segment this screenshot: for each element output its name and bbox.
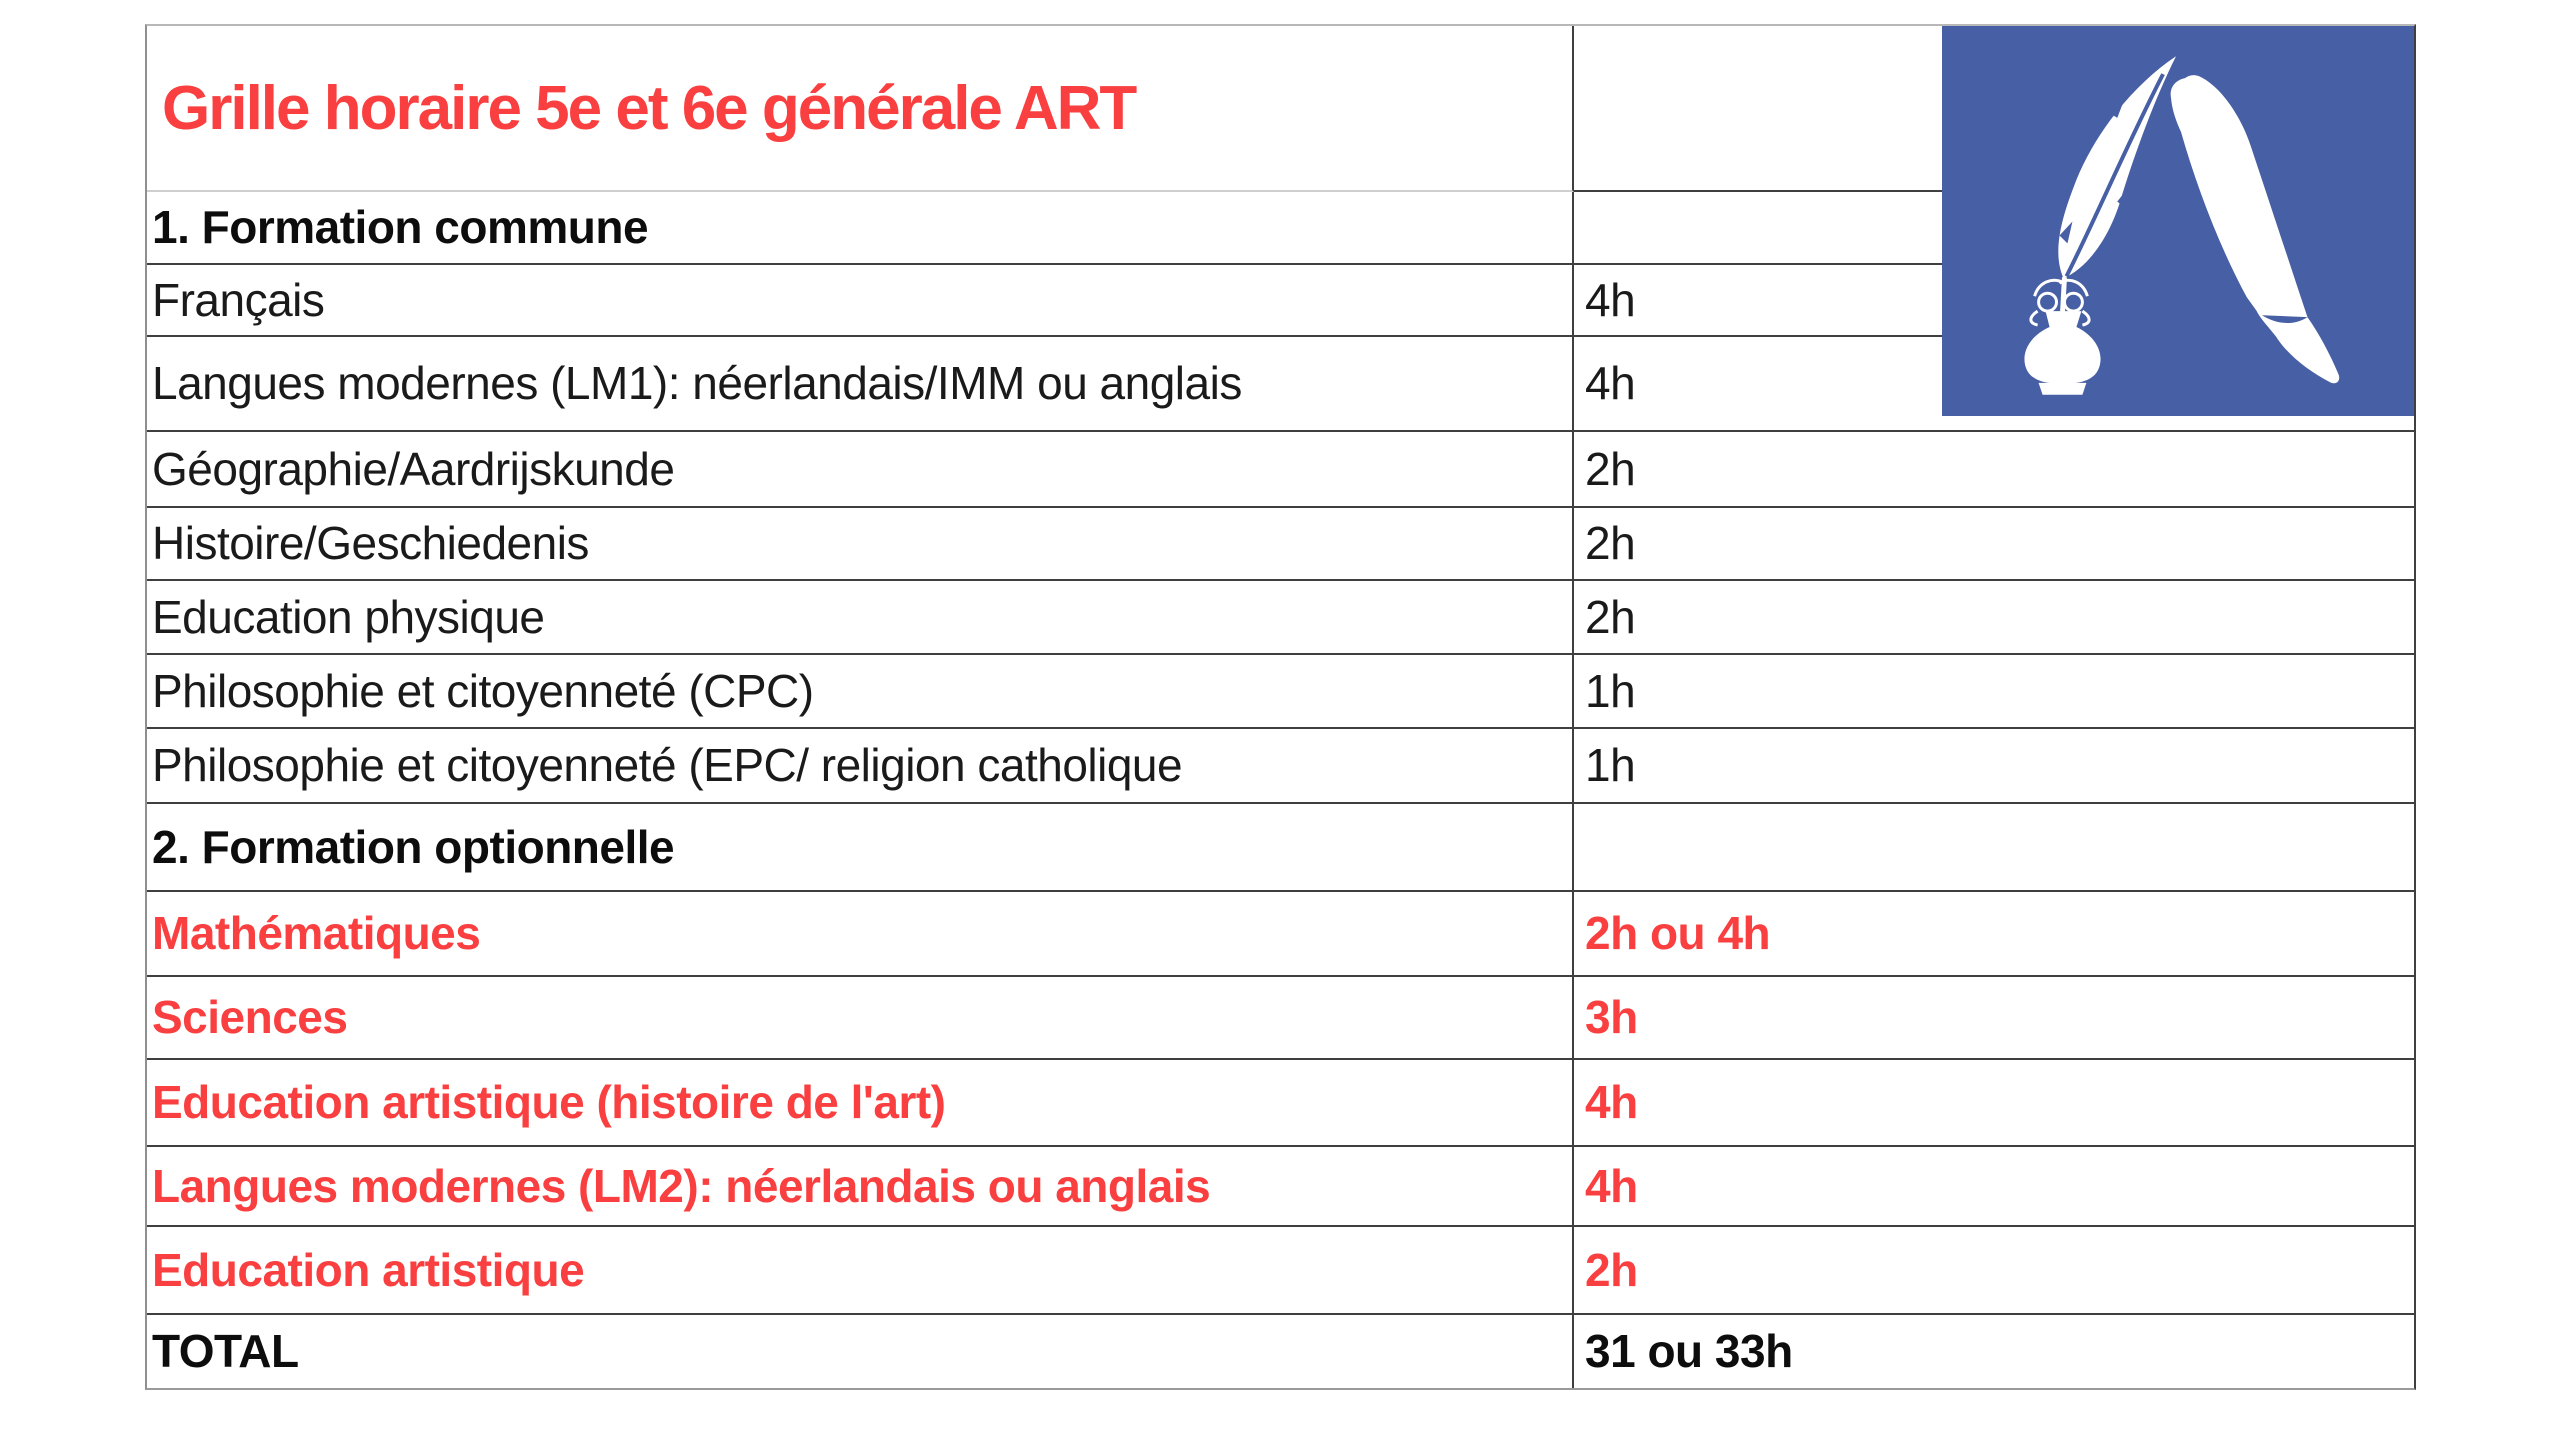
course-label: Education physique (152, 590, 545, 643)
row-formation-optionnelle (147, 804, 2414, 892)
hours-cell (1574, 655, 2414, 727)
hours-value: 1h (1585, 739, 1636, 792)
section-label: 2. Formation optionnelle (152, 820, 675, 873)
course-label: Sciences (152, 991, 348, 1044)
row-histoire (147, 508, 2414, 581)
hours-value: 2h ou 4h (1585, 907, 1771, 960)
hours-cell (1574, 1227, 2414, 1313)
timetable (145, 24, 2416, 1390)
section-label: 1. Formation commune (152, 201, 649, 254)
total-hours-value: 31 ou 33h (1585, 1325, 1793, 1378)
hours-cell (1574, 729, 2414, 802)
hours-cell (1574, 977, 2414, 1058)
course-label: Géographie/Aardrijskunde (152, 442, 675, 495)
row-mathematiques (147, 892, 2414, 977)
course-cell (147, 977, 1574, 1058)
hours-cell (1574, 508, 2414, 579)
title-cell (147, 26, 1574, 192)
course-cell (147, 804, 1574, 890)
hours-cell (1574, 892, 2414, 975)
row-philosophie-cpc (147, 655, 2414, 729)
course-cell (147, 1060, 1574, 1145)
hours-value: 2h (1585, 1243, 1638, 1296)
course-cell (147, 265, 1574, 335)
row-sciences (147, 977, 2414, 1060)
hours-value: 4h (1585, 1076, 1638, 1129)
hours-value: 1h (1585, 664, 1636, 717)
course-cell (147, 1147, 1574, 1225)
row-geographie (147, 432, 2414, 508)
row-education-artistique-histoire (147, 1060, 2414, 1147)
course-cell (147, 729, 1574, 802)
course-cell (147, 1315, 1574, 1388)
row-total (147, 1315, 2414, 1388)
hours-value: 2h (1585, 590, 1636, 643)
course-label: Histoire/Geschiedenis (152, 517, 589, 570)
course-cell (147, 432, 1574, 506)
course-cell (147, 192, 1574, 263)
hours-cell (1574, 432, 2414, 506)
page-title: Grille horaire 5e et 6e générale ART (162, 73, 1136, 143)
row-philosophie-epc (147, 729, 2414, 804)
course-label: Philosophie et citoyenneté (EPC/ religion catholique (152, 739, 1183, 792)
course-cell (147, 1227, 1574, 1313)
hours-cell (1574, 1147, 2414, 1225)
hours-cell (1574, 804, 2414, 890)
hours-cell (1574, 581, 2414, 653)
quill-and-brush-logo (1942, 26, 2414, 416)
course-label: Français (152, 273, 325, 326)
hours-value: 2h (1585, 442, 1636, 495)
row-education-physique (147, 581, 2414, 655)
hours-value: 3h (1585, 991, 1638, 1044)
hours-cell (1574, 1060, 2414, 1145)
course-label: Langues modernes (LM2): néerlandais ou anglais (152, 1159, 1211, 1212)
course-label: Education artistique (histoire de l'art) (152, 1076, 946, 1129)
course-cell (147, 655, 1574, 727)
row-langues-lm2 (147, 1147, 2414, 1227)
course-label: Langues modernes (LM1): néerlandais/IMM ou anglais (152, 357, 1242, 410)
course-label: Philosophie et citoyenneté (CPC) (152, 664, 814, 717)
course-cell (147, 508, 1574, 579)
course-label: Education artistique (152, 1243, 585, 1296)
hours-cell (1574, 1315, 2414, 1388)
hours-value: 4h (1585, 273, 1636, 326)
course-cell (147, 581, 1574, 653)
course-label: Mathématiques (152, 907, 481, 960)
hours-value: 4h (1585, 1159, 1638, 1212)
hours-value: 4h (1585, 357, 1636, 410)
course-cell (147, 337, 1574, 430)
total-label: TOTAL (152, 1325, 299, 1378)
course-cell (147, 892, 1574, 975)
row-education-artistique (147, 1227, 2414, 1315)
school-logo (1942, 26, 2414, 416)
hours-value: 2h (1585, 517, 1636, 570)
